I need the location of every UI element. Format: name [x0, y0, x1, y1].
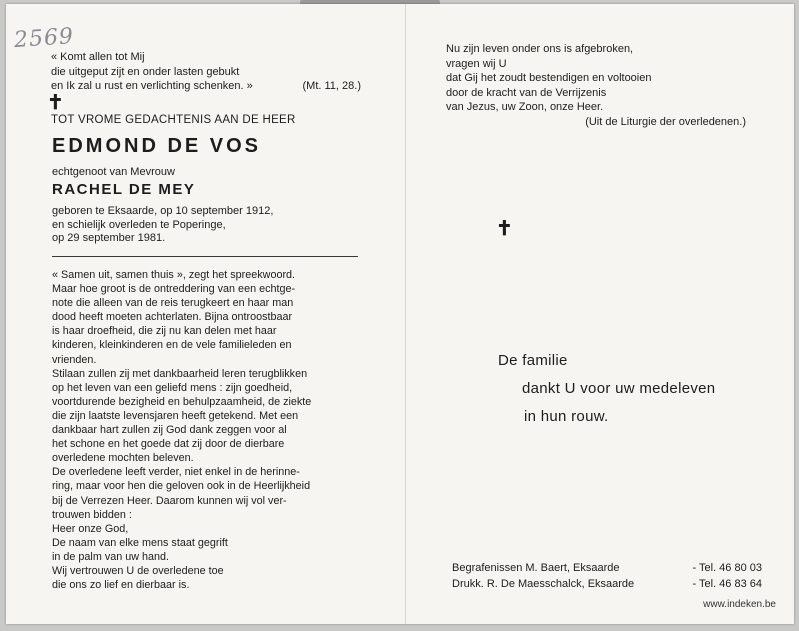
- prayer: [446, 42, 756, 129]
- prayer-line: door de kracht van de Verrijzenis: [446, 86, 607, 99]
- credits: [452, 560, 762, 592]
- thanks-line: in hun rouw.: [524, 408, 609, 425]
- eulogy-text: [52, 268, 362, 592]
- quote-line: « Komt allen tot Mij: [51, 51, 145, 63]
- credit-row: [452, 560, 762, 576]
- spouse-name: RACHEL DE MEY: [52, 181, 196, 198]
- prayer-reference: (Uit de Liturgie der overledenen.): [585, 115, 746, 128]
- eulogy-line: Heer onze God,: [52, 522, 129, 535]
- credit-row: [452, 576, 762, 592]
- cross-icon: ✝: [496, 216, 513, 240]
- eulogy-line: ring, maar voor hen die geloven ook in de Heerlijkheid: [52, 480, 311, 493]
- birth-line: geboren te Eksaarde, op 10 september 1912,: [52, 205, 274, 217]
- eulogy-line: voortdurende bezigheid en behulpzaamheid, de ziekte: [52, 395, 312, 408]
- quote-line-text: en Ik zal u rust en verlichting schenken. »: [51, 80, 253, 92]
- watermark: www.indeken.be: [703, 599, 776, 610]
- eulogy-line: op het leven van een geliefd mens : zijn goedheid,: [52, 381, 293, 394]
- cross-icon: ✝: [47, 90, 64, 114]
- birth-line: en schielijk overleden te Poperinge,: [52, 218, 226, 231]
- prayer-line: Nu zijn leven onder ons is afgebroken,: [446, 43, 634, 55]
- in-memory-heading: TOT VROME GEDACHTENIS AAN DE HEER: [51, 114, 296, 126]
- credit-phone: - Tel. 46 80 03: [692, 562, 762, 574]
- eulogy-line: Stilaan zullen zij met dankbaarheid leren terugblikken: [52, 367, 308, 380]
- spouse-intro: echtgenoot van Mevrouw: [52, 166, 175, 178]
- eulogy-line: De overledene leeft verder, niet enkel in de herinne-: [52, 466, 300, 479]
- eulogy-line: De naam van elke mens staat gegrift: [52, 536, 228, 549]
- credit-name: Begrafenissen M. Baert, Eksaarde: [452, 562, 620, 574]
- eulogy-line: overledene mochten beleven.: [52, 452, 194, 465]
- birth-death-details: [52, 205, 352, 246]
- eulogy-line: Maar hoe groot is de ontreddering van een echtge-: [52, 283, 296, 296]
- eulogy-line: in de palm van uw hand.: [52, 550, 170, 563]
- credit-phone: - Tel. 46 83 64: [692, 578, 762, 590]
- memorial-card: [6, 4, 794, 624]
- credit-name: Drukk. R. De Maesschalck, Eksaarde: [452, 578, 635, 590]
- eulogy-line: kinderen, kleinkinderen en de vele familieleden en: [52, 339, 292, 352]
- birth-line: op 29 september 1981.: [52, 232, 166, 244]
- eulogy-line: dood heeft moeten achterlaten. Bijna ontroostbaar: [52, 311, 293, 324]
- prayer-line: vragen wij U: [446, 57, 507, 70]
- eulogy-line: het schone en het goede dat zij door de dierbare: [52, 438, 285, 451]
- fold-line: [405, 4, 406, 624]
- eulogy-line: « Samen uit, samen thuis », zegt het spreekwoord.: [52, 269, 296, 281]
- eulogy-line: dankbaar hart zullen zij God dank zeggen voor al: [52, 424, 287, 437]
- archive-number: 2569: [13, 23, 75, 54]
- eulogy-line: trouwen bidden :: [52, 508, 132, 521]
- deceased-name: EDMOND DE VOS: [52, 135, 262, 157]
- thanks-line: dankt U voor uw medeleven: [522, 380, 716, 397]
- eulogy-line: is haar droefheid, die zij nu kan delen met haar: [52, 325, 277, 338]
- bible-quote: [51, 50, 361, 94]
- eulogy-line: Wij vertrouwen U de overledene toe: [52, 564, 224, 577]
- thanks-line: De familie: [498, 352, 568, 369]
- prayer-line: dat Gij het zoudt bestendigen en voltooien: [446, 72, 652, 84]
- eulogy-line: vrienden.: [52, 353, 97, 366]
- eulogy-line: die zijn laatste levensjaren heeft getekend. Met een: [52, 409, 299, 422]
- eulogy-line: note die alleen van de reis terugkeert en haar man: [52, 297, 294, 310]
- eulogy-line: die ons zo lief en dierbaar is.: [52, 579, 190, 592]
- quote-reference: (Mt. 11, 28.): [302, 80, 361, 92]
- divider: [52, 256, 358, 257]
- eulogy-line: bij de Verrezen Heer. Daarom kunnen wij vol ver-: [52, 494, 287, 507]
- prayer-line: van Jezus, uw Zoon, onze Heer.: [446, 101, 604, 113]
- quote-line: die uitgeput zijt en onder lasten gebukt: [51, 65, 240, 78]
- quote-line: [51, 79, 361, 94]
